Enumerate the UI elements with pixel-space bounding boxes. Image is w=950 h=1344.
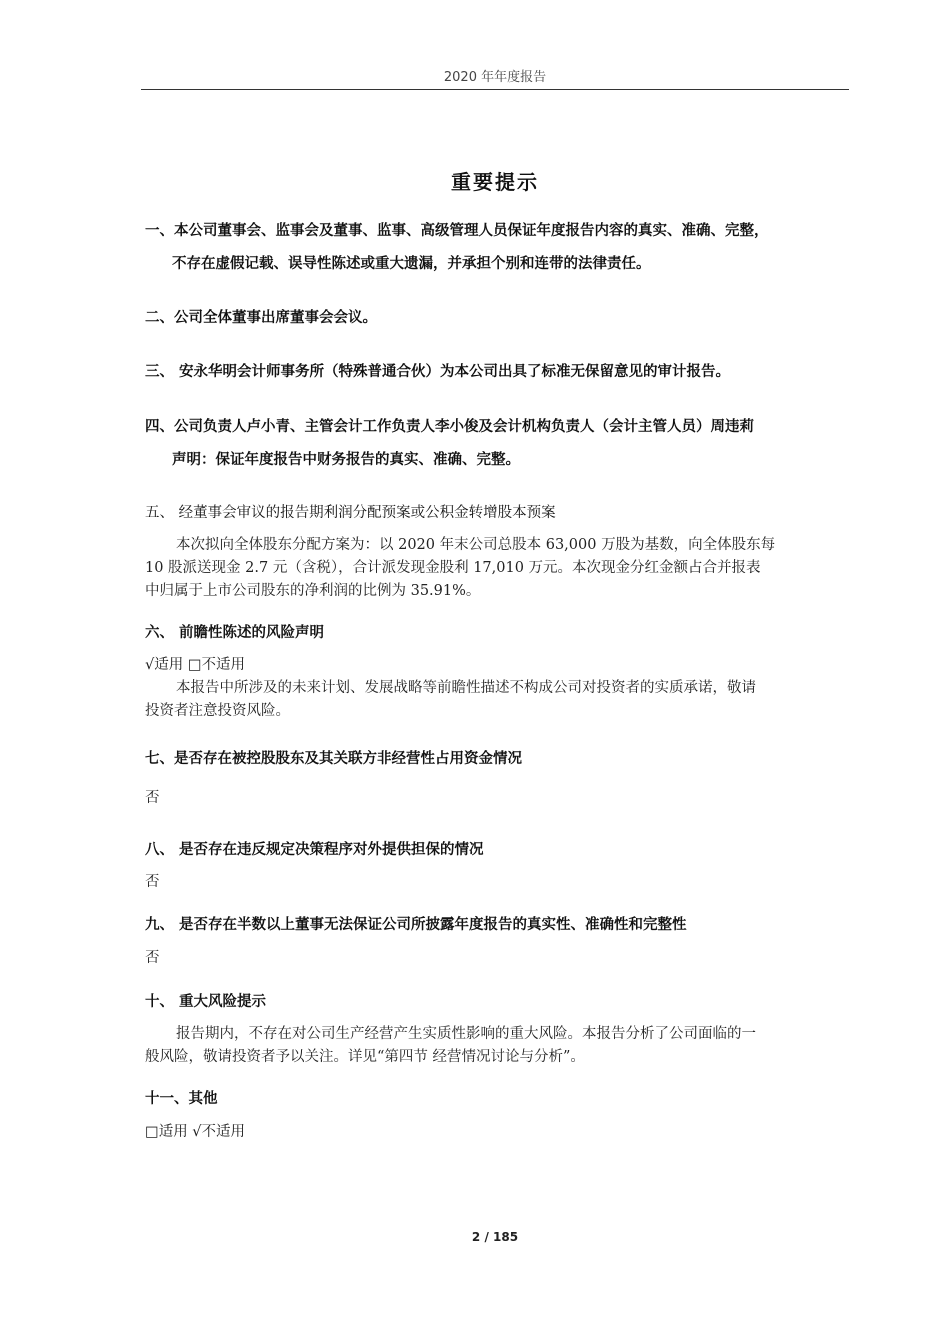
section-1-line-1: 一、本公司董事会、监事会及董事、监事、高级管理人员保证年度报告内容的真实、准确、完整，: [145, 223, 769, 239]
section-10-paragraph-line-1: 报告期内，不存在对公司生产经营产生实质性影响的重大风险。本报告分析了公司面临的一: [176, 1026, 756, 1042]
section-6-applicability: √适用 □不适用: [145, 657, 246, 673]
section-1-line-2: 不存在虚假记载、误导性陈述或重大遗漏，并承担个别和连带的法律责任。: [172, 256, 651, 272]
section-10-heading: 十、 重大风险提示: [145, 994, 267, 1010]
section-6-paragraph-line-2: 投资者注意投资风险。: [145, 703, 290, 719]
section-7-answer: 否: [145, 790, 160, 806]
section-5-paragraph-line-1: 本次拟向全体股东分配方案为：以 2020 年末公司总股本 63,000 万股为基数，向全体股东每: [176, 537, 776, 553]
section-6-paragraph-line-1: 本报告中所涉及的未来计划、发展战略等前瞻性描述不构成公司对投资者的实质承诺，敬请: [176, 680, 756, 696]
section-9-heading: 九、 是否存在半数以上董事无法保证公司所披露年度报告的真实性、准确性和完整性: [145, 917, 687, 933]
section-10-paragraph-line-2: 般风险，敬请投资者予以关注。详见“第四节 经营情况讨论与分析”。: [145, 1049, 585, 1065]
section-8-heading: 八、 是否存在违反规定决策程序对外提供担保的情况: [145, 842, 484, 858]
section-5-heading: 五、 经董事会审议的报告期利润分配预案或公积金转增股本预案: [145, 505, 556, 521]
section-2: 二、公司全体董事出席董事会会议。: [145, 310, 377, 326]
section-9-answer: 否: [145, 950, 160, 966]
section-5-paragraph-line-2: 10 股派送现金 2.7 元（含税），合计派发现金股利 17,010 万元。本次现金分红金额占合并报表: [145, 560, 761, 576]
section-4-line-1: 四、公司负责人卢小青、主管会计工作负责人李小俊及会计机构负责人（会计主管人员）周违莉: [145, 419, 754, 435]
section-11-heading: 十一、其他: [145, 1091, 218, 1107]
section-8-answer: 否: [145, 874, 160, 890]
section-4-line-2: 声明：保证年度报告中财务报告的真实、准确、完整。: [172, 452, 520, 468]
section-6-heading: 六、 前瞻性陈述的风险声明: [145, 625, 325, 641]
header-divider: [141, 89, 849, 90]
page-header: 2020 年年度报告: [443, 70, 547, 85]
section-11-applicability: □适用 √不适用: [145, 1124, 246, 1140]
page-title: 重要提示: [451, 170, 539, 194]
section-5-paragraph-line-3: 中归属于上市公司股东的净利润的比例为 35.91%。: [145, 583, 481, 599]
section-7-heading: 七、是否存在被控股股东及其关联方非经营性占用资金情况: [145, 751, 522, 767]
section-3: 三、 安永华明会计师事务所（特殊普通合伙）为本公司出具了标准无保留意见的审计报告。: [145, 364, 731, 380]
page-number: 2 / 185: [471, 1230, 519, 1244]
